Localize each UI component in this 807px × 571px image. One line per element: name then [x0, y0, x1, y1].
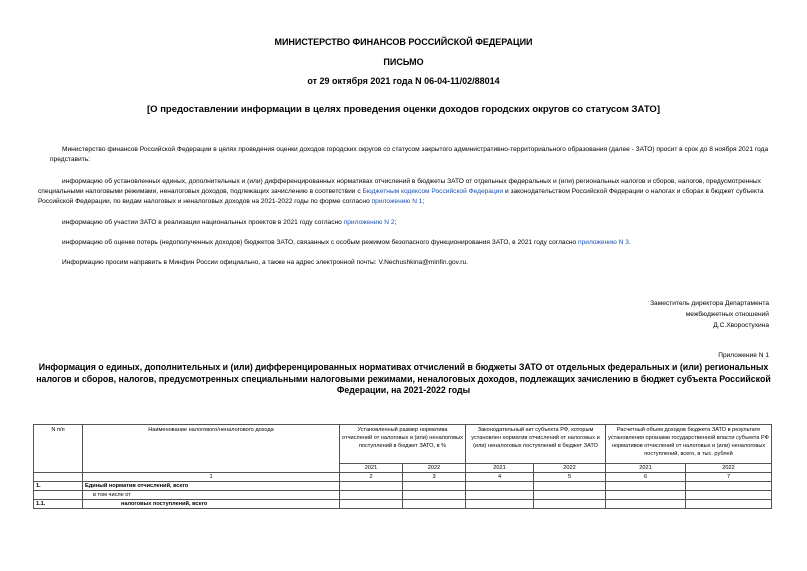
table-cell [466, 482, 534, 491]
paragraph-item-1-text-a: информацию об установленных единых, дополнительных и (или) дифференцированных нормативах отчислений в бюджеты ЗАТО от отдельных федеральных и (или) региональных налогов и сборов, налогов, предусмотренных специальными налоговыми режимами, неналоговых доходов, подлежащих зачислению в соответствии с [38, 178, 761, 195]
header-legal-act: Законодательный акт субъекта РФ, которым установлен норматив отчислений от налоговых и (или) неналоговых поступлений в бюджет ЗАТО [466, 425, 606, 464]
column-number: 7 [686, 473, 772, 482]
appendix-1-link[interactable]: приложению N 1 [371, 198, 423, 205]
year-2022: 2022 [686, 464, 772, 473]
table-cell [606, 500, 686, 509]
document-subject: [О предоставлении информации в целях проведения оценки доходов городских округов со статусом ЗАТО] [147, 104, 660, 115]
year-2021: 2021 [606, 464, 686, 473]
signature-block [650, 298, 769, 331]
table-cell [686, 491, 772, 500]
table-cell [340, 482, 403, 491]
paragraph-item-1 [38, 177, 770, 207]
paragraph-item-2-text-b: ; [394, 219, 397, 226]
signature-line-2: межбюджетных отношений [685, 311, 769, 318]
table-cell [534, 482, 606, 491]
header-rate: Установленный размер норматива отчислений от налоговых и (или) неналоговых поступлений в бюджет ЗАТО, в % [340, 425, 466, 464]
row-number: 1.1. [34, 500, 83, 509]
row-name: налоговых поступлений, всего [83, 500, 340, 509]
table-row [34, 491, 772, 500]
paragraph-item-1-text-b: и законодательством Российской Федерации о налогах и сборах в бюджет субъекта Российской Федерации, по видам налоговых и неналоговых доходов на 2021-2022 годы по форме согласно [38, 188, 764, 205]
year-2021: 2021 [466, 464, 534, 473]
row-number: 1. [34, 482, 83, 491]
table-cell [403, 482, 466, 491]
paragraph-intro: Министерство финансов Российской Федерации в целях проведения оценки доходов городских округов со статусом закрытого административно-территориального образования (далее - ЗАТО) просит в срок до 8 ноября 2021 года представить: [50, 146, 769, 163]
table-cell [686, 500, 772, 509]
appendix-table [33, 424, 772, 509]
row-name: Единый норматив отчислений, всего [83, 482, 340, 491]
appendix-2-link[interactable]: приложению N 2 [343, 219, 395, 226]
table-cell [403, 491, 466, 500]
appendix-3-link[interactable]: приложению N 3 [578, 239, 629, 246]
table-cell [466, 500, 534, 509]
table-cell [686, 482, 772, 491]
budget-code-link[interactable]: Бюджетным кодексом Российской Федерации [362, 188, 504, 195]
signature-line-1: Заместитель директора Департамента [650, 300, 769, 307]
table-cell [534, 500, 606, 509]
column-number: 3 [403, 473, 466, 482]
paragraph-item-2-text-a: информацию об участии ЗАТО в реализации национальных проектов в 2021 году согласно [62, 219, 344, 226]
table-header-row [34, 425, 772, 464]
table-cell [606, 491, 686, 500]
appendix-label: Приложение N 1 [718, 352, 769, 359]
paragraph-item-2 [50, 218, 770, 228]
table-column-numbers-row [34, 473, 772, 482]
table-row [34, 500, 772, 509]
year-2022: 2022 [403, 464, 466, 473]
paragraph-email-request: Информацию просим направить в Минфин России официально, а также на адрес электронной почты: V.Nechushkina@minfin.gov.ru. [62, 259, 468, 266]
table-row [34, 482, 772, 491]
table-cell [534, 491, 606, 500]
ministry-heading: МИНИСТЕРСТВО ФИНАНСОВ РОССИЙСКОЙ ФЕДЕРАЦИИ [274, 37, 533, 47]
column-number: 1 [83, 473, 340, 482]
table-cell [403, 500, 466, 509]
column-number: 6 [606, 473, 686, 482]
paragraph-item-1-text-c: ; [422, 198, 425, 205]
row-name: в том числе от [83, 491, 340, 500]
column-number: 4 [466, 473, 534, 482]
table-cell [466, 491, 534, 500]
year-2022: 2022 [534, 464, 606, 473]
paragraph-item-3-text-b: . [628, 239, 631, 246]
header-income-volume: Расчетный объем доходов бюджета ЗАТО в результате установления органами государственной власти субъекта РФ нормативов отчислений от налоговых и (или) неналоговых поступлений, всего, в тыс. рублей [606, 425, 772, 464]
table-cell [340, 500, 403, 509]
year-2021: 2021 [340, 464, 403, 473]
column-number: 2 [340, 473, 403, 482]
column-number: 5 [534, 473, 606, 482]
row-number [34, 491, 83, 500]
document-type: ПИСЬМО [383, 57, 424, 67]
paragraph-item-3-text-a: информацию об оценке потерь (недополученных доходов) бюджетов ЗАТО, связанных с особым режимом безопасного функционирования ЗАТО, в 2021 году согласно [62, 239, 579, 246]
table-cell [34, 473, 83, 482]
paragraph-item-3 [50, 238, 770, 248]
header-income-name: Наименование налогового/неналогового дохода [83, 425, 340, 473]
signature-name: Д.С.Хворостухина [713, 322, 769, 329]
appendix-title: Информация о единых, дополнительных и (или) дифференцированных нормативах отчислений в бюджеты ЗАТО от отдельных федеральных и (или) региональных налогов и сборов, налогов, предусмотренных специальными налоговыми режимами, неналоговых доходов, подлежащих зачислению в бюджет субъекта Российской Федерации, на 2021-2022 годы [36, 362, 771, 395]
document-date-number: от 29 октября 2021 года N 06-04-11/02/88014 [307, 76, 500, 86]
header-num: N п/п [34, 425, 83, 473]
table-cell [606, 482, 686, 491]
table-cell [340, 491, 403, 500]
